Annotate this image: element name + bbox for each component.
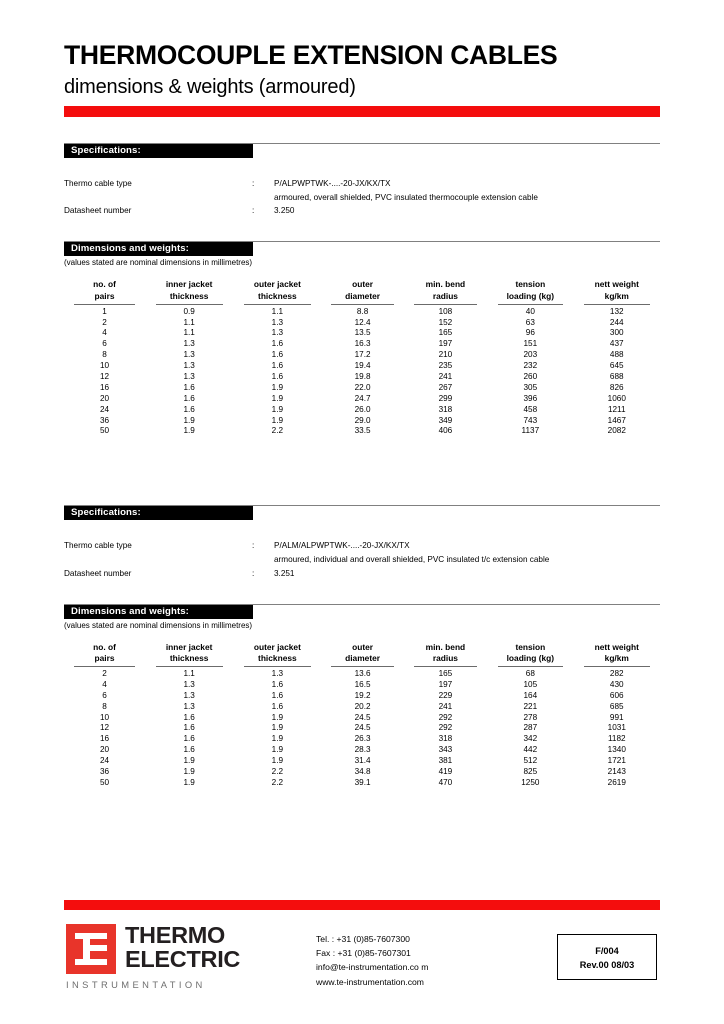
cell: 260: [523, 371, 538, 381]
cell: 165: [438, 668, 453, 678]
cell: 4: [102, 679, 107, 689]
table-row: [64, 350, 660, 361]
cell: 1.3: [183, 679, 195, 689]
table-row: [64, 767, 660, 778]
header-line2: thickness: [258, 653, 297, 664]
cell: 17.2: [354, 350, 371, 360]
column-header: [404, 279, 487, 305]
header-line2: loading (kg): [506, 653, 555, 664]
spec-value-line2: armoured, individual and overall shielded, PVC insulated t/c extension cable: [274, 555, 550, 565]
cell: 2143: [607, 766, 626, 776]
cell: 1.1: [183, 668, 195, 678]
column-header: [233, 642, 321, 668]
cell: 1.3: [183, 350, 195, 360]
section1-table-body: [64, 305, 660, 437]
cell: 241: [438, 371, 453, 381]
cell: 2: [102, 317, 107, 327]
cell: 1.9: [183, 777, 195, 787]
cell: 396: [523, 393, 538, 403]
cell: 210: [438, 350, 453, 360]
spec-row: [64, 570, 660, 578]
revision-form-number: F/004: [595, 946, 619, 956]
cell: 26.0: [354, 404, 371, 414]
cell: 221: [523, 701, 538, 711]
title-accent-bar: [64, 106, 660, 117]
header-line2: kg/km: [604, 653, 629, 664]
header-line2: kg/km: [604, 290, 629, 301]
page-content: [64, 0, 660, 1024]
table-row: [64, 361, 660, 372]
cell: 24.5: [354, 723, 371, 733]
cell: 20: [99, 745, 110, 755]
cell: 19.2: [354, 690, 371, 700]
cell: 1.3: [183, 701, 195, 711]
cell: 1.6: [183, 393, 195, 403]
table-row: [64, 691, 660, 702]
cell: 442: [523, 745, 538, 755]
cell: 151: [523, 339, 538, 349]
cell: 488: [609, 350, 624, 360]
header-line2: thickness: [169, 653, 209, 664]
cell: 1.3: [183, 371, 195, 381]
cell: 26.3: [354, 734, 371, 744]
cell: 292: [438, 723, 453, 733]
cell: 512: [523, 756, 538, 766]
column-header: [64, 642, 145, 668]
table-row: [64, 734, 660, 745]
spec-value-line2: armoured, overall shielded, PVC insulated thermocouple extension cable: [274, 193, 538, 203]
cell: 743: [523, 415, 538, 425]
cell: 606: [609, 690, 624, 700]
header-line1: inner jacket: [165, 279, 213, 290]
cell: 1340: [607, 745, 626, 755]
logo-tagline: INSTRUMENTATION: [66, 979, 206, 990]
spec-label: Thermo cable type: [64, 178, 132, 188]
cell: 1.9: [271, 712, 284, 722]
logo-top-row: [66, 924, 276, 974]
section2-specifications-header: [64, 505, 660, 520]
header-line2: diameter: [345, 290, 381, 301]
cell: 31.4: [354, 756, 371, 766]
cell: 28.3: [354, 745, 371, 755]
header-line2: thickness: [169, 290, 209, 301]
cell: 10: [99, 361, 110, 371]
logo-word-thermo: THERMO: [125, 922, 226, 948]
te-monogram-icon: [66, 924, 116, 974]
cell: 1.6: [271, 361, 284, 371]
table-row: [64, 383, 660, 394]
cell: 1.6: [271, 690, 284, 700]
cell: 292: [438, 712, 453, 722]
cell: 318: [438, 404, 453, 414]
cell: 24.7: [354, 393, 371, 403]
cell: 826: [609, 382, 624, 392]
cell: 688: [609, 371, 624, 381]
cell: 13.6: [354, 668, 371, 678]
spec-label: Datasheet number: [64, 568, 132, 578]
cell: 20.2: [354, 701, 371, 711]
spec-value-line1: P/ALM/ALPWPTWK-....-20-JX/KX/TX: [274, 541, 410, 551]
contact-tel: Tel. : +31 (0)85-7607300: [316, 934, 410, 944]
section1-dimensions-label: Dimensions and weights:: [64, 242, 253, 256]
spec-value: 3.250: [274, 206, 295, 216]
cell: 50: [99, 777, 110, 787]
cell: 419: [438, 766, 453, 776]
section2-spec-list: [64, 542, 660, 578]
column-header: [321, 642, 403, 668]
cell: 197: [438, 679, 453, 689]
cell: 8: [102, 350, 107, 360]
table-row: [64, 404, 660, 415]
logo-word-electric: ELECTRIC: [125, 946, 241, 973]
table-row: [64, 723, 660, 734]
cell: 36: [99, 766, 110, 776]
cell: 229: [438, 690, 453, 700]
cell: 68: [525, 668, 535, 678]
cell: 1.6: [183, 723, 195, 733]
section2-dimensions-header: [64, 604, 660, 630]
spec-row: [64, 207, 660, 215]
cell: 1.3: [183, 361, 195, 371]
table-row: [64, 667, 660, 679]
cell: 203: [523, 350, 538, 360]
cell: 278: [523, 712, 538, 722]
header-line1: nett weight: [594, 279, 639, 290]
header-line1: outer: [352, 641, 374, 652]
header-line1: min. bend: [425, 279, 466, 290]
cell: 22.0: [354, 382, 371, 392]
cell: 36: [99, 415, 110, 425]
cell: 1.6: [183, 712, 195, 722]
cell: 318: [438, 734, 453, 744]
cell: 349: [438, 415, 453, 425]
table-header-row: [64, 279, 660, 305]
header-line1: no. of: [93, 279, 116, 290]
table-row: [64, 778, 660, 789]
header-line2: diameter: [345, 653, 381, 664]
column-header: [487, 642, 573, 668]
table-row: [64, 756, 660, 767]
cell: 430: [609, 679, 624, 689]
contact-details: [316, 932, 428, 989]
column-header: [574, 279, 660, 305]
company-logo: [66, 924, 276, 990]
spec-colon: :: [252, 568, 255, 578]
footer-body: [64, 924, 660, 1016]
cell: 470: [438, 777, 453, 787]
cell: 645: [609, 361, 624, 371]
logo-wordmark: [125, 924, 240, 971]
cell: 1.9: [183, 426, 195, 436]
cell: 0.9: [183, 306, 195, 316]
spec-value: [274, 180, 660, 202]
cell: 458: [523, 404, 538, 414]
cell: 12: [99, 723, 110, 733]
table-row: [64, 317, 660, 328]
cell: 1.9: [183, 766, 195, 776]
cell: 1467: [607, 415, 626, 425]
section1-spec-list: [64, 180, 660, 216]
cell: 24.5: [354, 712, 371, 722]
spec-row: [64, 180, 660, 202]
cell: 381: [438, 756, 453, 766]
cell: 29.0: [354, 415, 371, 425]
header-line2: radius: [432, 290, 458, 301]
cell: 2082: [607, 426, 626, 436]
cell: 2.2: [271, 766, 284, 776]
cell: 1.6: [271, 679, 284, 689]
spec-row: [64, 542, 660, 564]
page-title: THERMOCOUPLE EXTENSION CABLES: [64, 40, 558, 70]
spec-label: Datasheet number: [64, 206, 132, 216]
cell: 19.8: [354, 371, 371, 381]
cell: 825: [523, 766, 538, 776]
table-row: [64, 680, 660, 691]
cell: 33.5: [354, 426, 371, 436]
cell: 2: [102, 668, 107, 678]
cell: 1.6: [183, 745, 195, 755]
cell: 1.1: [183, 317, 195, 327]
cell: 63: [525, 317, 535, 327]
column-header: [64, 279, 145, 305]
cell: 132: [609, 306, 624, 316]
header-line1: nett weight: [594, 641, 639, 652]
spec-value: 3.251: [274, 568, 295, 578]
section2-specifications-label: Specifications:: [64, 506, 253, 520]
column-header: [321, 279, 403, 305]
cell: 1.9: [271, 745, 284, 755]
cell: 1211: [607, 404, 626, 414]
section1-specifications-label: Specifications:: [64, 144, 253, 158]
cell: 1.1: [183, 328, 195, 338]
cell: 39.1: [354, 777, 371, 787]
section1-specifications-header: [64, 143, 660, 158]
section1-data-table: [64, 279, 660, 437]
header-line1: no. of: [93, 641, 116, 652]
revision-box: [557, 934, 657, 980]
cell: 267: [438, 382, 453, 392]
cell: 4: [102, 328, 107, 338]
cell: 16: [99, 734, 110, 744]
section1-dimensions-header: [64, 241, 660, 267]
cell: 406: [438, 426, 453, 436]
cell: 1.3: [271, 317, 284, 327]
spec-value-line1: P/ALPWPTWK-....-20-JX/KX/TX: [274, 178, 391, 188]
cell: 12: [99, 371, 110, 381]
cell: 13.5: [354, 328, 371, 338]
page-footer: [64, 900, 660, 1016]
cell: 8: [102, 701, 107, 711]
cell: 2.2: [271, 426, 284, 436]
column-header: [145, 642, 233, 668]
section2-table-body: [64, 667, 660, 788]
section2-dimensions-note: (values stated are nominal dimensions in millimetres): [64, 620, 253, 630]
cell: 1721: [607, 756, 626, 766]
spec-colon: :: [252, 541, 255, 551]
header-line1: outer jacket: [253, 641, 301, 652]
cell: 685: [609, 701, 624, 711]
header-line2: pairs: [94, 653, 115, 664]
table-header-row: [64, 642, 660, 668]
table-row: [64, 415, 660, 426]
cell: 1.3: [271, 328, 284, 338]
cell: 437: [609, 339, 624, 349]
cell: 1.9: [183, 756, 195, 766]
column-header: [487, 279, 573, 305]
cell: 8.8: [356, 306, 369, 316]
cell: 1.6: [271, 350, 284, 360]
header-line2: thickness: [258, 290, 297, 301]
contact-fax: Fax : +31 (0)85-7607301: [316, 948, 411, 959]
revision-number-date: Rev.00 08/03: [579, 959, 635, 970]
header-line2: pairs: [94, 290, 115, 301]
cell: 1: [102, 306, 107, 316]
cell: 1250: [521, 777, 540, 787]
table-row: [64, 394, 660, 405]
cell: 1.3: [271, 668, 284, 678]
cell: 342: [523, 734, 538, 744]
cell: 152: [438, 317, 453, 327]
cell: 165: [438, 328, 453, 338]
cell: 300: [609, 328, 624, 338]
cell: 20: [99, 393, 110, 403]
cell: 2619: [607, 777, 626, 787]
section1-dimensions-note: (values stated are nominal dimensions in millimetres): [64, 258, 253, 268]
cell: 282: [609, 668, 624, 678]
cell: 1.9: [271, 723, 284, 733]
cell: 287: [523, 723, 538, 733]
cell: 1.6: [183, 382, 195, 392]
table-row: [64, 339, 660, 350]
cell: 1.6: [183, 404, 195, 414]
cell: 1.3: [183, 690, 195, 700]
cell: 6: [102, 339, 107, 349]
cell: 232: [523, 361, 538, 371]
cell: 24: [99, 404, 110, 414]
page-subtitle: dimensions & weights (armoured): [64, 75, 356, 98]
cell: 1.9: [271, 756, 284, 766]
cell: 991: [609, 712, 624, 722]
spec-value: [274, 542, 660, 564]
header-line2: loading (kg): [506, 290, 555, 301]
cell: 1.6: [271, 371, 284, 381]
header-line1: tension: [515, 641, 546, 652]
cell: 1.1: [271, 306, 284, 316]
cell: 96: [525, 328, 535, 338]
cell: 10: [99, 712, 110, 722]
spec-colon: :: [252, 178, 255, 188]
cell: 1.9: [271, 404, 284, 414]
cell: 343: [438, 745, 453, 755]
table-row: [64, 372, 660, 383]
header-line1: outer jacket: [253, 279, 301, 290]
cell: 1.9: [183, 415, 195, 425]
cell: 1.6: [271, 339, 284, 349]
cell: 16: [99, 382, 110, 392]
column-header: [233, 279, 321, 305]
section2-data-table: [64, 642, 660, 789]
header-line1: inner jacket: [165, 641, 213, 652]
cell: 1.6: [271, 701, 284, 711]
cell: 19.4: [354, 361, 371, 371]
cell: 197: [438, 339, 453, 349]
header-line1: tension: [515, 279, 546, 290]
cell: 34.8: [354, 766, 371, 776]
table-row: [64, 701, 660, 712]
footer-accent-bar: [64, 900, 660, 910]
cell: 108: [438, 306, 453, 316]
cell: 1.9: [271, 393, 284, 403]
cell: 16.3: [354, 339, 371, 349]
cell: 24: [99, 756, 110, 766]
cell: 1.6: [183, 734, 195, 744]
cell: 1.9: [271, 415, 284, 425]
cell: 1137: [521, 426, 540, 436]
cell: 244: [609, 317, 624, 327]
table-row: [64, 328, 660, 339]
cell: 1.9: [271, 734, 284, 744]
table-row: [64, 745, 660, 756]
cell: 235: [438, 361, 453, 371]
cell: 1.3: [183, 339, 195, 349]
contact-email[interactable]: info@te-instrumentation.co m: [316, 962, 429, 973]
table-row: [64, 305, 660, 317]
cell: 1182: [607, 734, 626, 744]
column-header: [574, 642, 660, 668]
spec-label: Thermo cable type: [64, 541, 132, 551]
cell: 1031: [607, 723, 626, 733]
cell: 6: [102, 690, 107, 700]
cell: 105: [523, 679, 538, 689]
cell: 40: [525, 306, 535, 316]
cell: 16.5: [354, 679, 371, 689]
spec-colon: :: [252, 206, 255, 216]
contact-website[interactable]: www.te-instrumentation.com: [316, 976, 424, 987]
table-row: [64, 426, 660, 437]
header-line2: radius: [432, 653, 458, 664]
header-line1: min. bend: [425, 641, 466, 652]
column-header: [145, 279, 233, 305]
cell: 2.2: [271, 777, 284, 787]
cell: 50: [99, 426, 110, 436]
cell: 164: [523, 690, 538, 700]
table-row: [64, 712, 660, 723]
column-header: [404, 642, 487, 668]
cell: 241: [438, 701, 453, 711]
cell: 305: [523, 382, 538, 392]
cell: 299: [438, 393, 453, 403]
cell: 1060: [607, 393, 626, 403]
section2-dimensions-label: Dimensions and weights:: [64, 605, 253, 619]
header-line1: outer: [352, 279, 374, 290]
cell: 12.4: [354, 317, 371, 327]
cell: 1.9: [271, 382, 284, 392]
